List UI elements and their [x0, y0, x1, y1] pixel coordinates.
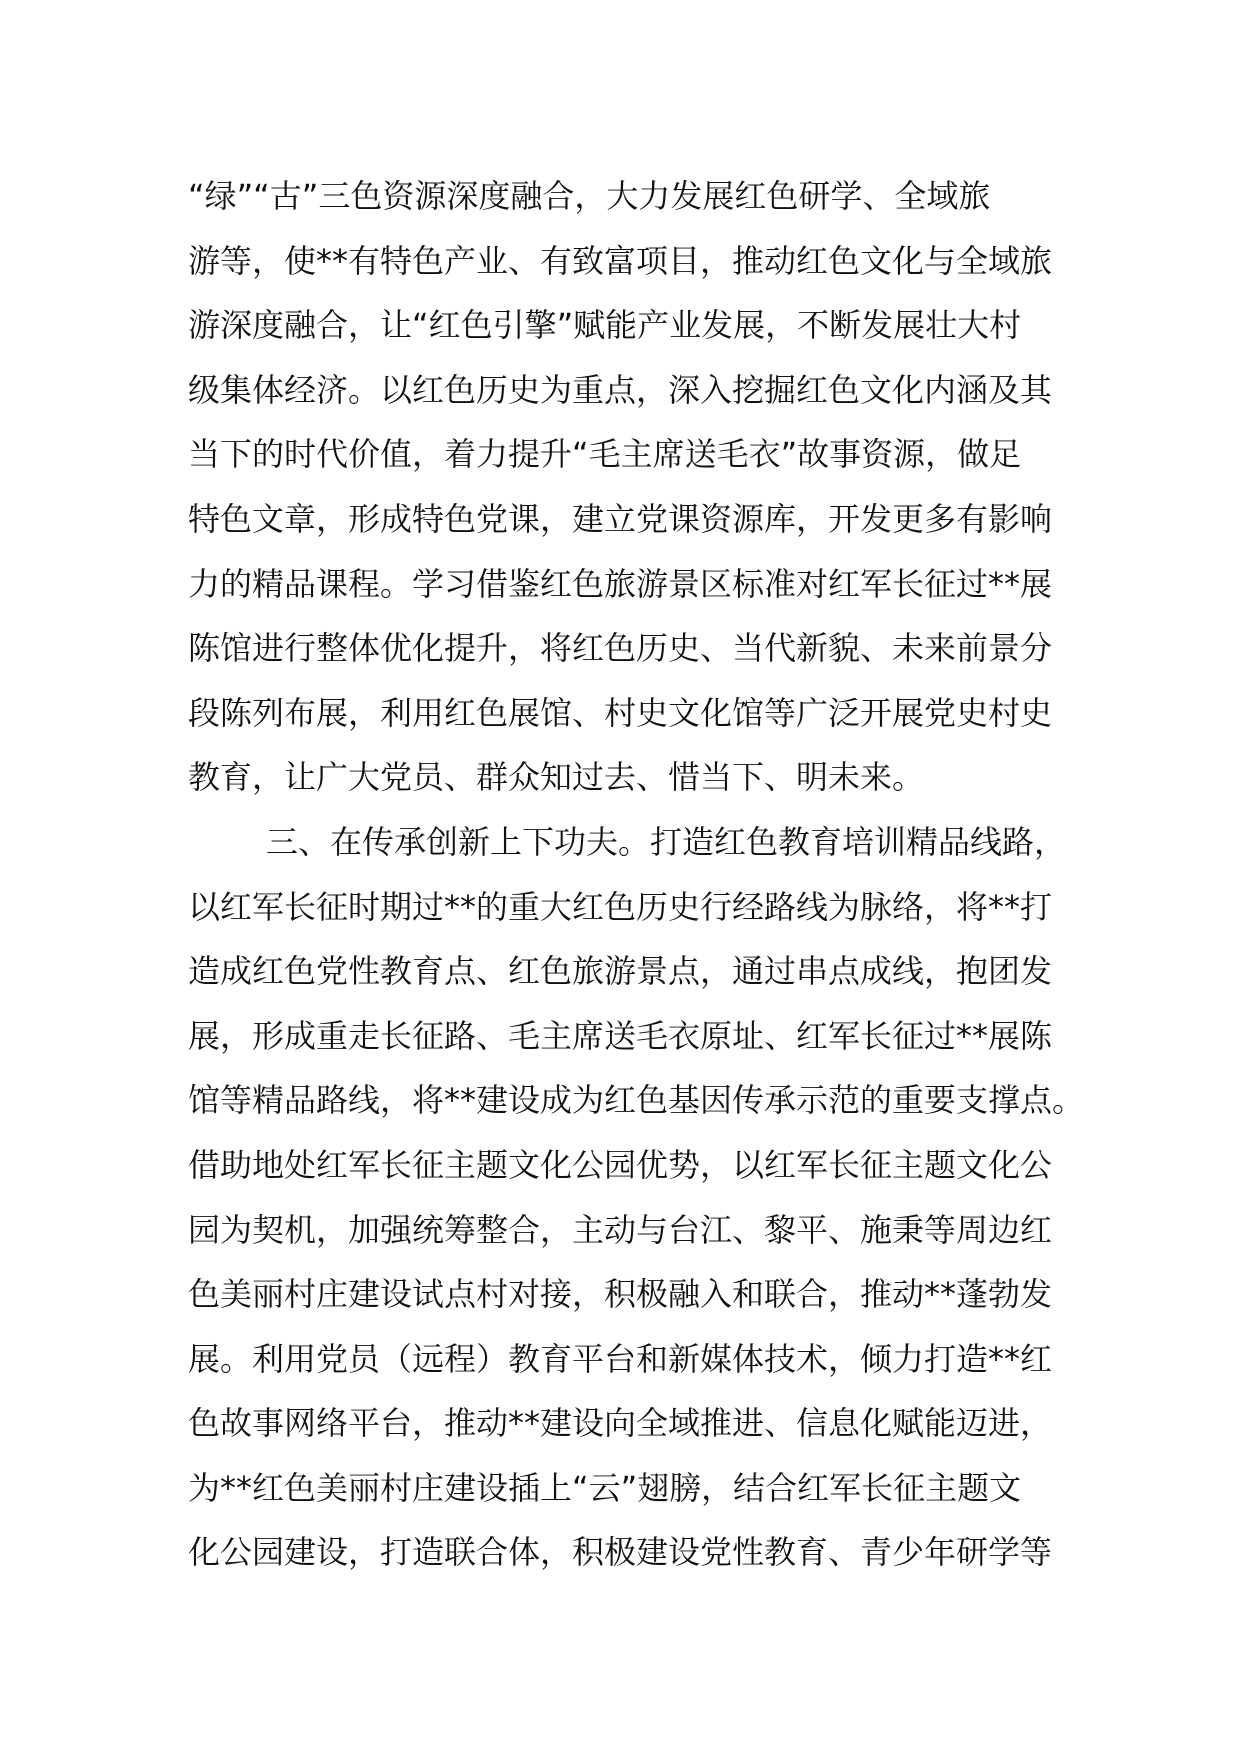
text-line: 以红军长征时期过**的重大红色历史行经路线为脉络，将**打 — [188, 887, 1053, 926]
text-line: 化公园建设，打造联合体，积极建设党性教育、青少年研学等 — [188, 1533, 1053, 1572]
text-line: 游等，使**有特色产业、有致富项目，推动红色文化与全域旅 — [188, 241, 1053, 280]
text-line: 陈馆进行整体优化提升，将红色历史、当代新貌、未来前景分 — [188, 629, 1053, 668]
text-line: “绿”“古”三色资源深度融合，大力发展红色研学、全域旅 — [188, 177, 991, 215]
text-line: 当下的时代价值，着力提升“毛主席送毛衣”故事资源，做足 — [188, 435, 1022, 474]
text-line: 特色文章，形成特色党课，建立党课资源库，开发更多有影响 — [188, 499, 1053, 538]
text-line: 造成红色党性教育点、红色旅游景点，通过串点成线，抱团发 — [188, 952, 1053, 991]
text-line: 借助地处红军长征主题文化公园优势，以红军长征主题文化公 — [188, 1145, 1053, 1184]
section-heading-line: 三、在传承创新上下功夫。打造红色教育培训精品线路， — [266, 822, 1067, 861]
text-line: 园为契机，加强统筹整合，主动与台江、黎平、施秉等周边红 — [188, 1210, 1053, 1249]
text-line: 色美丽村庄建设试点村对接，积极融入和联合，推动**蓬勃发 — [188, 1275, 1053, 1314]
text-line: 力的精品课程。学习借鉴红色旅游景区标准对红军长征过**展 — [188, 564, 1053, 603]
text-line: 游深度融合，让“红色引擎”赋能产业发展，不断发展壮大村 — [188, 306, 1022, 345]
text-line: 为**红色美丽村庄建设插上“云”翅膀，结合红军长征主题文 — [188, 1468, 1022, 1507]
text-line: 展。利用党员（远程）教育平台和新媒体技术，倾力打造**红 — [188, 1339, 1053, 1378]
text-line: 馆等精品路线，将**建设成为红色基因传承示范的重要支撑点。 — [188, 1081, 1085, 1120]
text-line: 段陈列布展，利用红色展馆、村史文化馆等广泛开展党史村史 — [188, 693, 1053, 732]
text-line: 教育，让广大党员、群众知过去、惜当下、明未来。 — [188, 758, 925, 797]
document-body — [188, 164, 1085, 1585]
text-line: 展，形成重走长征路、毛主席送毛衣原址、红军长征过**展陈 — [188, 1016, 1053, 1055]
text-line: 色故事网络平台，推动**建设向全域推进、信息化赋能迈进， — [188, 1404, 1053, 1443]
text-line: 级集体经济。以红色历史为重点，深入挖掘红色文化内涵及其 — [188, 370, 1053, 409]
